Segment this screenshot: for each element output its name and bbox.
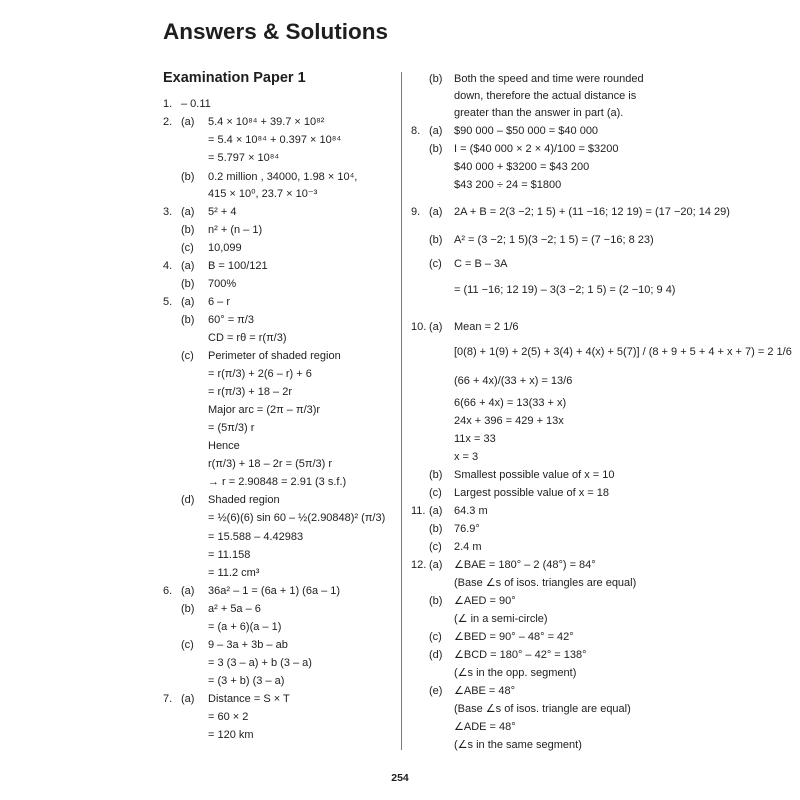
answer-text: ∠BED = 90° – 48° = 42° <box>454 631 574 643</box>
answer-line <box>411 648 651 662</box>
answer-line <box>411 142 651 156</box>
question-number: 10. <box>411 321 427 333</box>
answer-text: 6 – r <box>208 296 231 308</box>
part-label: (a) <box>429 559 443 571</box>
right-column <box>411 0 792 800</box>
answer-line <box>411 178 651 192</box>
part-label: (b) <box>429 234 443 246</box>
answer-text: = 5.4 × 10⁸⁴ + 0.397 × 10⁸⁴ <box>208 134 342 146</box>
answer-line <box>163 439 403 453</box>
answer-text: – 0.11 <box>181 98 211 110</box>
answer-text: B = 100/121 <box>208 260 268 272</box>
answer-text: = (11 −16; 12 19) – 3(3 −2; 1 5) = (2 −10; 9 4) <box>454 284 676 296</box>
part-label: (c) <box>181 350 194 362</box>
answer-line <box>411 205 730 219</box>
answer-text: (∠s in the opp. segment) <box>454 667 577 679</box>
answer-text: C = B – 3A <box>454 258 508 270</box>
answer-text: Shaded region <box>208 494 280 506</box>
answer-line <box>411 522 651 536</box>
answer-text: = 11.158 <box>208 549 251 561</box>
answer-text: = 11.2 cm³ <box>208 567 260 579</box>
answer-line <box>163 584 403 598</box>
answer-text: A² = (3 −2; 1 5)(3 −2; 1 5) = (7 −16; 8 23) <box>454 234 654 246</box>
answer-line <box>163 511 403 525</box>
answer-line <box>411 414 651 428</box>
answer-line <box>163 475 403 489</box>
answer-line <box>163 620 403 634</box>
part-label: (b) <box>429 523 443 535</box>
answer-text: greater than the answer in part (a). <box>454 107 624 119</box>
answer-text: ∠AED = 90° <box>454 595 516 607</box>
answer-line <box>163 349 403 363</box>
part-label: (b) <box>429 73 443 85</box>
answer-text: 0.2 million , 34000, 1.98 × 10⁴, <box>208 171 358 183</box>
answer-text: down, therefore the actual distance is <box>454 90 637 102</box>
question-number: 2. <box>163 116 173 128</box>
answer-line <box>411 702 651 716</box>
page-title: Answers & Solutions <box>163 19 389 44</box>
answer-line <box>411 432 651 446</box>
answer-line <box>411 396 651 410</box>
answer-line <box>163 187 403 201</box>
answer-text: $43 200 ÷ 24 = $1800 <box>454 179 562 191</box>
answer-text: (Base ∠s of isos. triangle are equal) <box>454 703 631 715</box>
answer-text: 36a² – 1 = (6a + 1) (6a – 1) <box>208 585 341 597</box>
answer-text: ∠ADE = 48° <box>454 721 516 733</box>
question-number: 6. <box>163 585 173 597</box>
answer-line <box>163 457 403 471</box>
answer-line <box>411 257 651 271</box>
answer-line <box>411 283 676 297</box>
answer-line <box>163 205 403 219</box>
answer-line <box>411 320 651 334</box>
answer-line <box>163 674 403 688</box>
answer-line <box>411 233 654 247</box>
answer-line <box>163 367 403 381</box>
answer-line <box>163 728 403 742</box>
answer-text: = ½(6)(6) sin 60 – ½(2.90848)² (π/3) <box>208 512 386 524</box>
answer-text: [0(8) + 1(9) + 2(5) + 3(4) + 4(x) + 5(7)] / (8 + 9 + 5 + 4 + x + 7) = 2 1/6 <box>454 346 792 358</box>
answer-line <box>163 295 403 309</box>
part-label: (a) <box>181 296 195 308</box>
answer-line <box>411 612 651 626</box>
answer-text: 10,099 <box>208 242 242 254</box>
part-label: (a) <box>181 585 195 597</box>
answer-line <box>163 493 403 507</box>
answer-text: = r(π/3) + 2(6 – r) + 6 <box>208 368 312 380</box>
part-label: (c) <box>429 487 442 499</box>
part-label: (c) <box>429 541 442 553</box>
answer-text: 9 – 3a + 3b – ab <box>208 639 288 651</box>
answer-line <box>411 486 651 500</box>
answer-line <box>163 385 403 399</box>
part-label: (b) <box>181 171 195 183</box>
answer-line <box>163 421 403 435</box>
part-label: (b) <box>429 143 443 155</box>
part-label: (c) <box>429 631 442 643</box>
answer-line <box>163 710 403 724</box>
answer-line <box>411 666 651 680</box>
answer-text: 700% <box>208 278 237 290</box>
answer-text: = 60 × 2 <box>208 711 249 723</box>
answer-line <box>163 638 403 652</box>
part-label: (b) <box>429 595 443 607</box>
answer-text: (∠s in the same segment) <box>454 739 582 751</box>
part-label: (b) <box>181 603 195 615</box>
part-label: (a) <box>429 321 443 333</box>
answer-text: 6(66 + 4x) = 13(33 + x) <box>454 397 567 409</box>
answer-line <box>411 576 651 590</box>
answer-text: = (5π/3) r <box>208 422 255 434</box>
answer-text: 76.9° <box>454 523 480 535</box>
answer-text: = 3 (3 – a) + b (3 – a) <box>208 657 312 669</box>
answer-text: 2.4 m <box>454 541 482 553</box>
answer-text: Mean = 2 1/6 <box>454 321 519 333</box>
answer-line <box>411 720 651 734</box>
part-label: (a) <box>181 206 195 218</box>
part-label: (a) <box>429 125 443 137</box>
left-column <box>163 0 393 800</box>
question-number: 9. <box>411 206 421 218</box>
answer-text: 5.4 × 10⁸⁴ + 39.7 × 10⁸² <box>208 116 325 128</box>
answer-line <box>411 450 651 464</box>
answer-text: CD = rθ = r(π/3) <box>208 332 287 344</box>
answer-line <box>163 115 403 129</box>
part-label: (b) <box>429 469 443 481</box>
answer-text: = 120 km <box>208 729 254 741</box>
answer-line <box>163 566 403 580</box>
part-label: (b) <box>181 224 195 236</box>
answer-line <box>411 124 651 138</box>
answer-line <box>411 558 651 572</box>
answer-text: ∠ABE = 48° <box>454 685 516 697</box>
part-label: (e) <box>429 685 443 697</box>
part-label: (b) <box>181 278 195 290</box>
answer-line <box>163 151 403 165</box>
question-number: 12. <box>411 559 427 571</box>
answer-line <box>163 259 403 273</box>
answer-line <box>411 504 651 518</box>
answer-line <box>163 241 403 255</box>
question-number: 8. <box>411 125 421 137</box>
question-number: 5. <box>163 296 173 308</box>
part-label: (d) <box>181 494 195 506</box>
answer-line <box>163 656 403 670</box>
answer-line <box>411 374 651 388</box>
answer-text: 64.3 m <box>454 505 488 517</box>
answer-text: → r = 2.90848 = 2.91 (3 s.f.) <box>208 476 347 488</box>
answer-line <box>411 594 651 608</box>
answer-text: 5² + 4 <box>208 206 237 218</box>
answer-text: = 5.797 × 10⁸⁴ <box>208 152 280 164</box>
answer-line <box>411 630 651 644</box>
answer-text: = (3 + b) (3 – a) <box>208 675 285 687</box>
answer-text: n² + (n – 1) <box>208 224 263 236</box>
answer-line <box>411 738 651 752</box>
answer-text: Smallest possible value of x = 10 <box>454 469 615 481</box>
answer-text: x = 3 <box>454 451 479 463</box>
answer-line <box>163 548 403 562</box>
answer-line <box>163 602 403 616</box>
part-label: (c) <box>181 639 194 651</box>
answer-line <box>163 403 403 417</box>
answer-text: 415 × 10⁰, 23.7 × 10⁻³ <box>208 188 318 200</box>
section-heading: Examination Paper 1 <box>163 70 306 86</box>
part-label: (c) <box>429 258 442 270</box>
page-number: 254 <box>391 772 409 784</box>
answer-line <box>163 223 403 237</box>
answer-line <box>411 160 651 174</box>
part-label: (b) <box>181 314 195 326</box>
answer-text: = 15.588 – 4.42983 <box>208 531 304 543</box>
answer-text: I = ($40 000 × 2 × 4)/100 = $3200 <box>454 143 619 155</box>
answer-text: Major arc = (2π – π/3)r <box>208 404 321 416</box>
answer-text: 2A + B = 2(3 −2; 1 5) + (11 −16; 12 19) = (17 −20; 14 29) <box>454 206 730 218</box>
answer-text: Distance = S × T <box>208 693 290 705</box>
question-number: 11. <box>411 505 426 517</box>
question-number: 7. <box>163 693 173 705</box>
answer-line <box>411 89 651 103</box>
answer-line <box>411 106 651 120</box>
answer-text: ∠BAE = 180° – 2 (48°) = 84° <box>454 559 596 571</box>
answer-line <box>163 97 403 111</box>
answer-line <box>163 530 403 544</box>
answer-line <box>411 468 651 482</box>
answer-text: Both the speed and time were rounded <box>454 73 644 85</box>
answer-line <box>411 684 651 698</box>
answer-text: Largest possible value of x = 18 <box>454 487 610 499</box>
answer-line <box>163 692 403 706</box>
answer-text: Hence <box>208 440 240 452</box>
answer-text: $90 000 – $50 000 = $40 000 <box>454 125 599 137</box>
answer-text: (66 + 4x)/(33 + x) = 13/6 <box>454 375 573 387</box>
answer-text: = (a + 6)(a – 1) <box>208 621 282 633</box>
answer-text: 24x + 396 = 429 + 13x <box>454 415 564 427</box>
question-number: 1. <box>163 98 173 110</box>
question-number: 3. <box>163 206 173 218</box>
part-label: (a) <box>181 693 195 705</box>
answer-text: (∠ in a semi-circle) <box>454 613 548 625</box>
part-label: (a) <box>181 260 195 272</box>
answer-line <box>163 313 403 327</box>
answer-line <box>411 345 792 359</box>
answer-line <box>411 540 651 554</box>
part-label: (c) <box>181 242 194 254</box>
answer-text: = r(π/3) + 18 – 2r <box>208 386 293 398</box>
answer-line <box>163 170 403 184</box>
question-number: 4. <box>163 260 173 272</box>
answer-text: (Base ∠s of isos. triangles are equal) <box>454 577 637 589</box>
answer-text: 60° = π/3 <box>208 314 254 326</box>
part-label: (a) <box>181 116 195 128</box>
part-label: (a) <box>429 206 443 218</box>
answer-text: r(π/3) + 18 – 2r = (5π/3) r <box>208 458 332 470</box>
answer-line <box>163 277 403 291</box>
part-label: (d) <box>429 649 443 661</box>
answer-text: a² + 5a – 6 <box>208 603 261 615</box>
answer-text: 11x = 33 <box>454 433 496 445</box>
answer-line <box>163 133 403 147</box>
answer-text: Perimeter of shaded region <box>208 350 341 362</box>
answer-line <box>163 331 403 345</box>
answer-line <box>411 72 651 86</box>
answer-text: $40 000 + $3200 = $43 200 <box>454 161 590 173</box>
part-label: (a) <box>429 505 443 517</box>
answer-text: ∠BCD = 180° – 42° = 138° <box>454 649 587 661</box>
